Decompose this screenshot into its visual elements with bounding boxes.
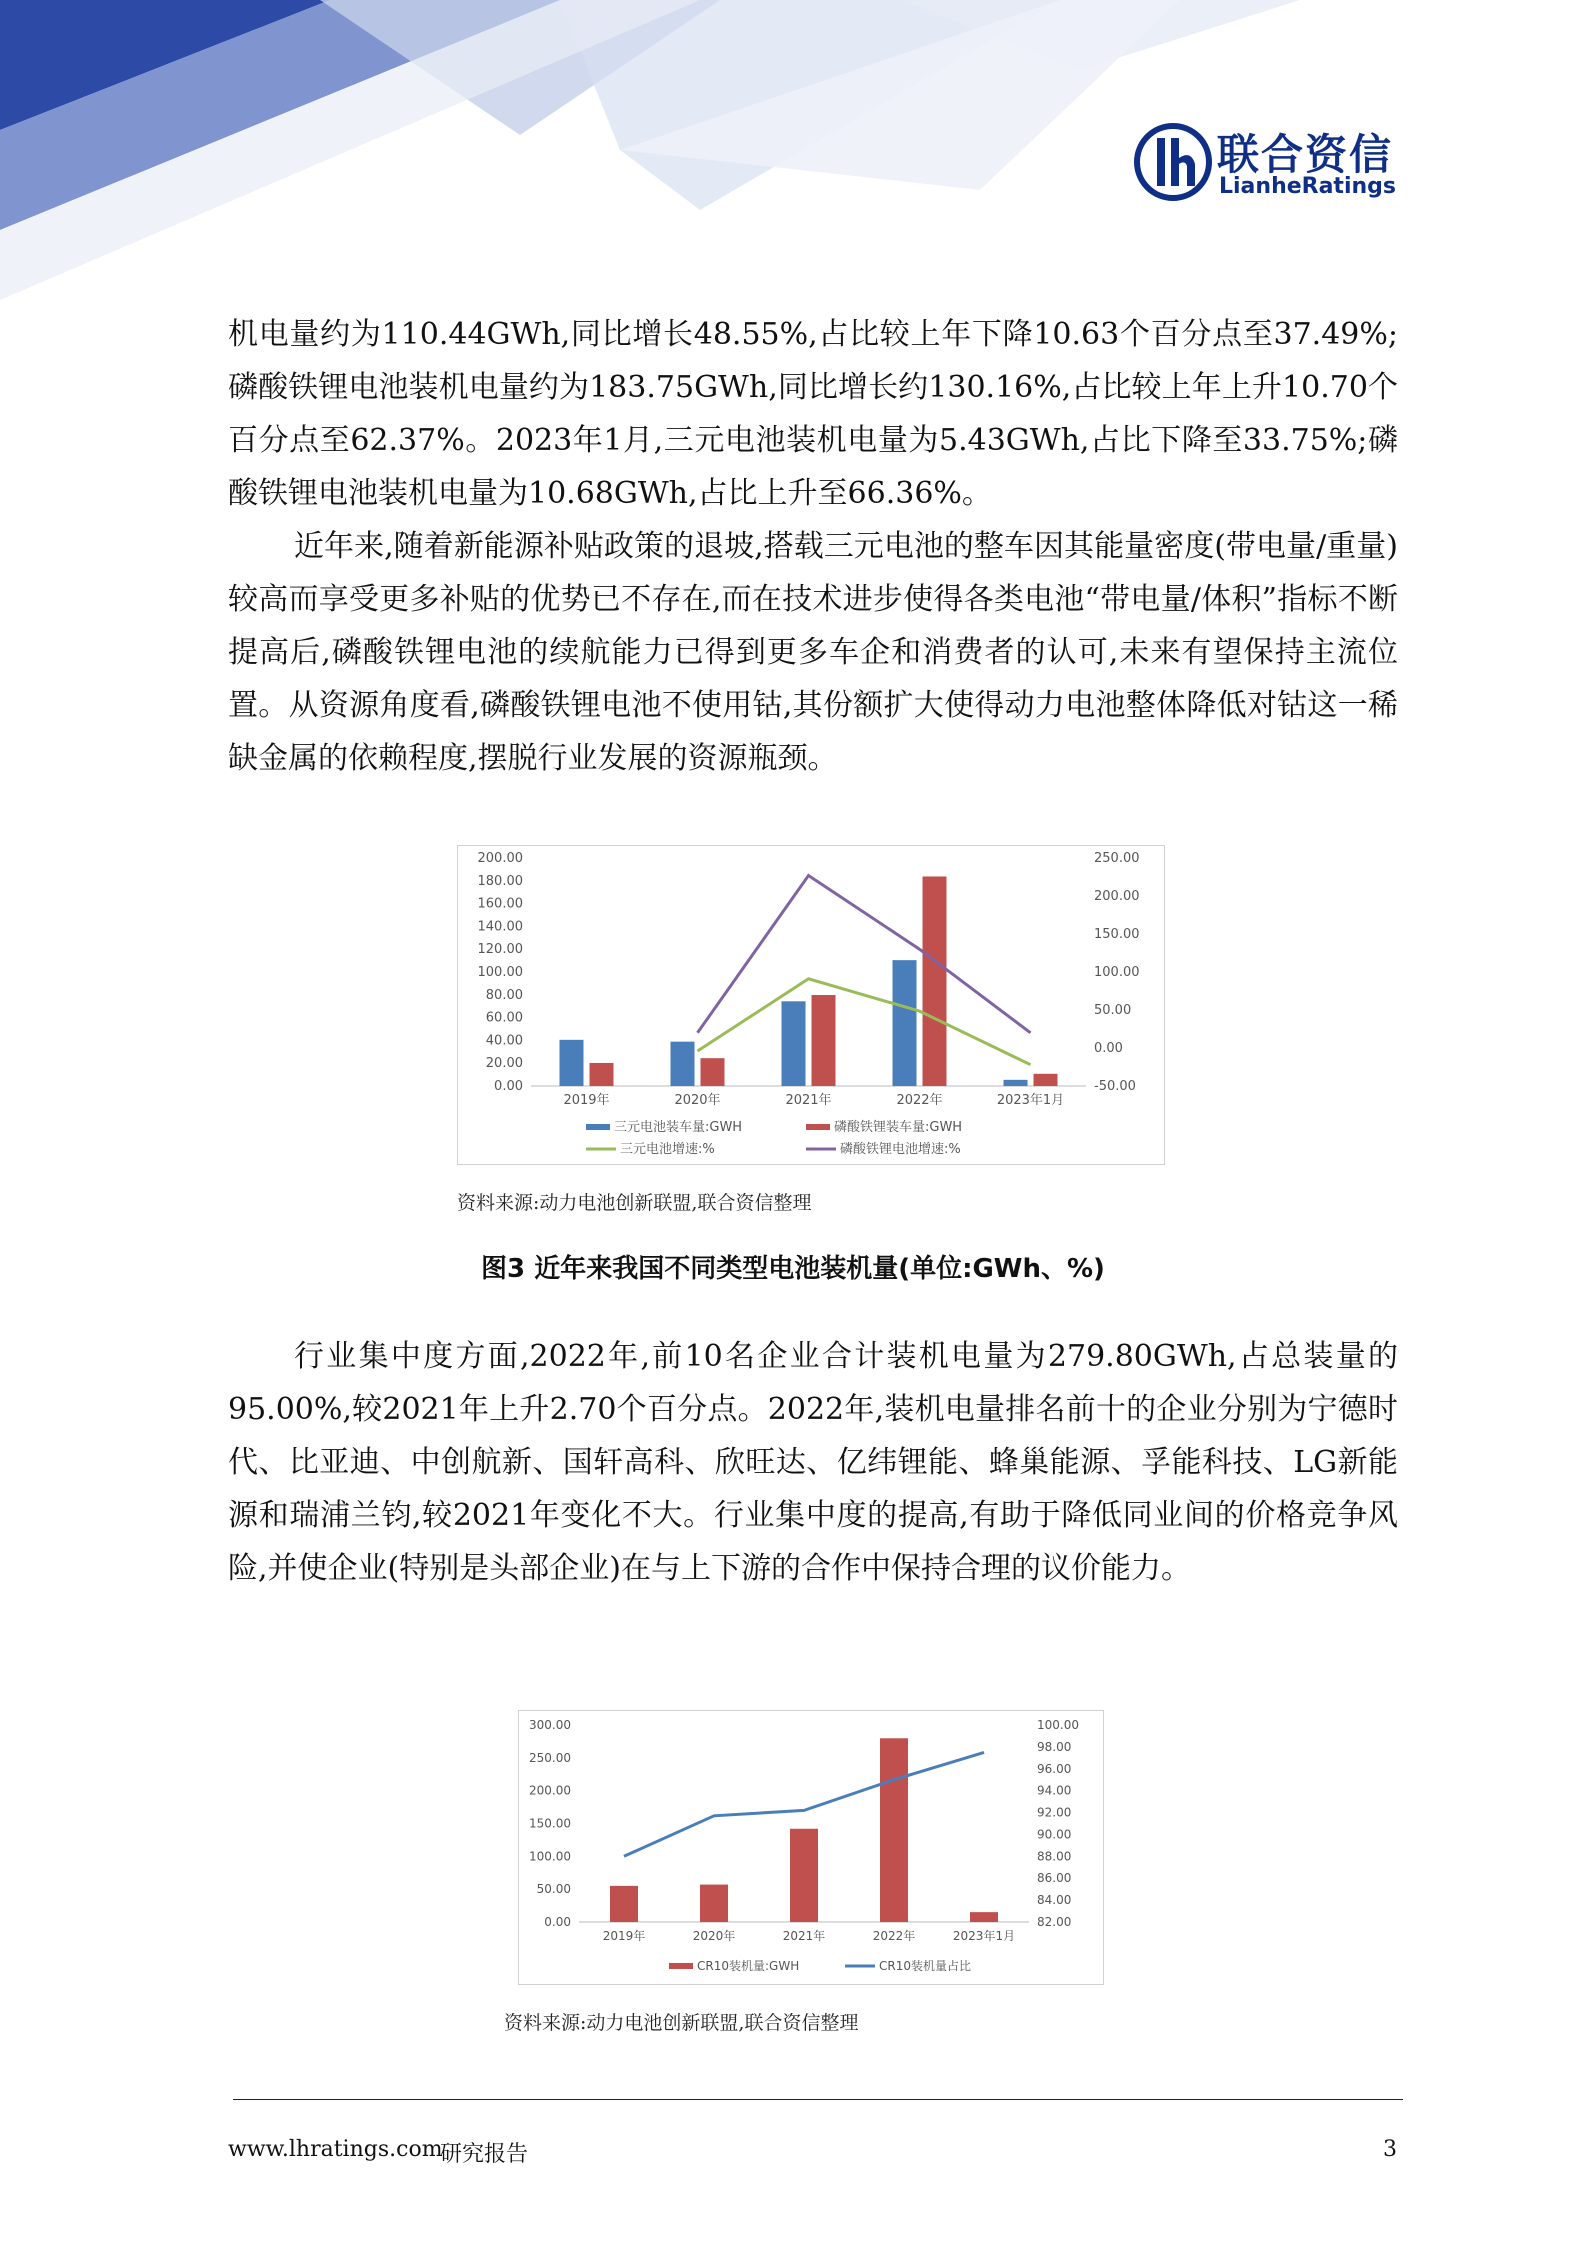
left-tick-label: 20.00 — [485, 1056, 523, 1072]
bar-2 — [812, 995, 836, 1086]
right-tick-label: 150.00 — [1094, 927, 1140, 942]
left-tick-label: 160.00 — [477, 896, 523, 912]
right-tick-label: 90.00 — [1037, 1827, 1072, 1842]
left-tick-label: 60.00 — [485, 1010, 523, 1026]
right-tick-label: 100.00 — [1037, 1718, 1079, 1732]
bar-1 — [610, 1886, 638, 1922]
page-number: 3 — [1383, 2137, 1397, 2162]
left-tick-label: 120.00 — [477, 942, 523, 958]
right-tick-label: 86.00 — [1037, 1871, 1072, 1886]
line-series-1 — [698, 979, 1031, 1065]
right-tick-label: 88.00 — [1037, 1849, 1072, 1864]
x-tick-label: 2020年 — [674, 1093, 721, 1108]
right-tick-label: 96.00 — [1037, 1761, 1072, 1776]
bar-1 — [970, 1912, 998, 1922]
left-tick-label: 140.00 — [477, 919, 523, 935]
right-tick-label: 98.00 — [1037, 1739, 1072, 1754]
bar-2 — [590, 1063, 614, 1086]
x-tick-label: 2022年 — [872, 1929, 916, 1943]
logo-text-cn: 联合资信 — [1217, 130, 1394, 179]
left-tick-label: 150.00 — [529, 1816, 571, 1831]
bar-2 — [923, 876, 947, 1086]
legend-label: CR10装机量占比 — [879, 1959, 971, 1973]
right-tick-label: 94.00 — [1037, 1783, 1072, 1798]
right-tick-label: 82.00 — [1037, 1915, 1072, 1929]
left-tick-label: 0.00 — [544, 1915, 571, 1929]
left-tick-label: 40.00 — [485, 1033, 523, 1049]
footer-title: 研究报告 — [440, 2142, 529, 2167]
figure4-source: 资料来源:动力电池创新联盟,联合资信整理 — [504, 2012, 859, 2034]
right-tick-label: 250.00 — [1094, 851, 1140, 866]
x-tick-label: 2021年 — [785, 1093, 832, 1108]
right-tick-label: -50.00 — [1094, 1079, 1136, 1094]
legend-label: 磷酸铁锂装车量:GWH — [834, 1120, 963, 1135]
line-series-2 — [698, 876, 1031, 1033]
left-tick-label: 0.00 — [494, 1079, 523, 1094]
x-tick-label: 2021年 — [782, 1929, 826, 1943]
right-tick-label: 100.00 — [1094, 965, 1140, 980]
right-tick-label: 50.00 — [1094, 1003, 1132, 1018]
bar-1 — [893, 960, 917, 1086]
paragraph-2: 近年来,随着新能源补贴政策的退坡,搭载三元电池的整车因其能量密度(带电量/重量)较高而享受更多补贴的优势已不存在,而在技术进步使得各类电池“带电量/体积”指标不断提高后,磷酸铁锂电池的续航能力已得到更多车企和消费者的认可,未来有望保持主流位置。从资源角度看,磷酸铁锂电池不使用钴,其份额扩大使得动力电池整体降低对钴这一稀缺金属的依赖程度,摆脱行业发展的资源瓶颈。 — [228, 529, 1398, 776]
left-tick-label: 50.00 — [536, 1882, 571, 1897]
left-tick-label: 180.00 — [477, 873, 523, 889]
right-tick-label: 92.00 — [1037, 1805, 1072, 1820]
figure3-source: 资料来源:动力电池创新联盟,联合资信整理 — [457, 1192, 812, 1214]
left-tick-label: 200.00 — [529, 1783, 571, 1798]
x-tick-label: 2023年1月 — [952, 1929, 1016, 1943]
figure4-chart-svg — [519, 1711, 1103, 1984]
figure4-chart — [518, 1710, 1104, 1985]
bar-2 — [701, 1058, 725, 1086]
bar-1 — [880, 1738, 908, 1922]
left-tick-label: 100.00 — [477, 965, 523, 980]
right-tick-label: 0.00 — [1094, 1041, 1123, 1056]
bar-1 — [671, 1042, 695, 1086]
paragraph-1: 机电量约为110.44GWh,同比增长48.55%,占比较上年下降10.63个百分点至37.49%;磷酸铁锂电池装机电量约为183.75GWh,同比增长约130.16%,占比较上年上升10.70个百分点至62.37%。2023年1月,三元电池装机电量为5.43GWh,占比下降至33.75%;磷酸铁锂电池装机电量为10.68GWh,占比上升至66.36%。 — [228, 317, 1398, 511]
left-tick-label: 100.00 — [529, 1849, 571, 1864]
logo-text-en: LianheRatings — [1219, 174, 1396, 199]
legend-label: CR10装机量:GWH — [697, 1959, 800, 1973]
paragraph-3: 行业集中度方面,2022年,前10名企业合计装机电量为279.80GWh,占总装量的95.00%,较2021年上升2.70个百分点。2022年,装机电量排名前十的企业分别为宁德时代、比亚迪、中创航新、国轩高科、欣旺达、亿纬锂能、蜂巢能源、孚能科技、LG新能源和瑞浦兰钧,较2021年变化不大。行业集中度的提高,有助于降低同业间的价格竞争风险,并使企业(特别是头部企业)在与上下游的合作中保持合理的议价能力。 — [228, 1339, 1398, 1586]
x-tick-label: 2019年 — [563, 1093, 610, 1108]
left-tick-label: 80.00 — [485, 987, 523, 1003]
right-tick-label: 84.00 — [1037, 1893, 1072, 1908]
right-tick-label: 200.00 — [1094, 889, 1140, 904]
legend-label: 三元电池装车量:GWH — [614, 1120, 743, 1135]
left-tick-label: 200.00 — [477, 851, 523, 866]
legend-label: 磷酸铁锂电池增速:% — [840, 1142, 961, 1157]
bar-1 — [790, 1829, 818, 1922]
left-tick-label: 300.00 — [529, 1718, 571, 1732]
legend-label: 三元电池增速:% — [620, 1142, 715, 1157]
x-tick-label: 2022年 — [896, 1093, 943, 1108]
bar-1 — [700, 1885, 728, 1922]
legend-swatch — [669, 1963, 693, 1969]
x-tick-label: 2023年1月 — [996, 1093, 1065, 1108]
figure3-chart — [457, 845, 1165, 1165]
bar-1 — [782, 1001, 806, 1086]
legend-swatch — [586, 1124, 610, 1130]
footer-divider — [233, 2099, 1403, 2100]
legend-swatch — [806, 1124, 830, 1130]
bar-1 — [1004, 1080, 1028, 1086]
left-tick-label: 250.00 — [529, 1750, 571, 1765]
figure3-chart-svg — [458, 846, 1164, 1164]
x-tick-label: 2020年 — [692, 1929, 736, 1943]
x-tick-label: 2019年 — [602, 1929, 646, 1943]
footer-url: www.lhratings.com — [228, 2137, 443, 2162]
bar-2 — [1034, 1074, 1058, 1086]
figure3-caption: 图3 近年来我国不同类型电池装机量(单位:GWh、%) — [481, 1254, 1105, 1284]
bar-1 — [560, 1040, 584, 1086]
